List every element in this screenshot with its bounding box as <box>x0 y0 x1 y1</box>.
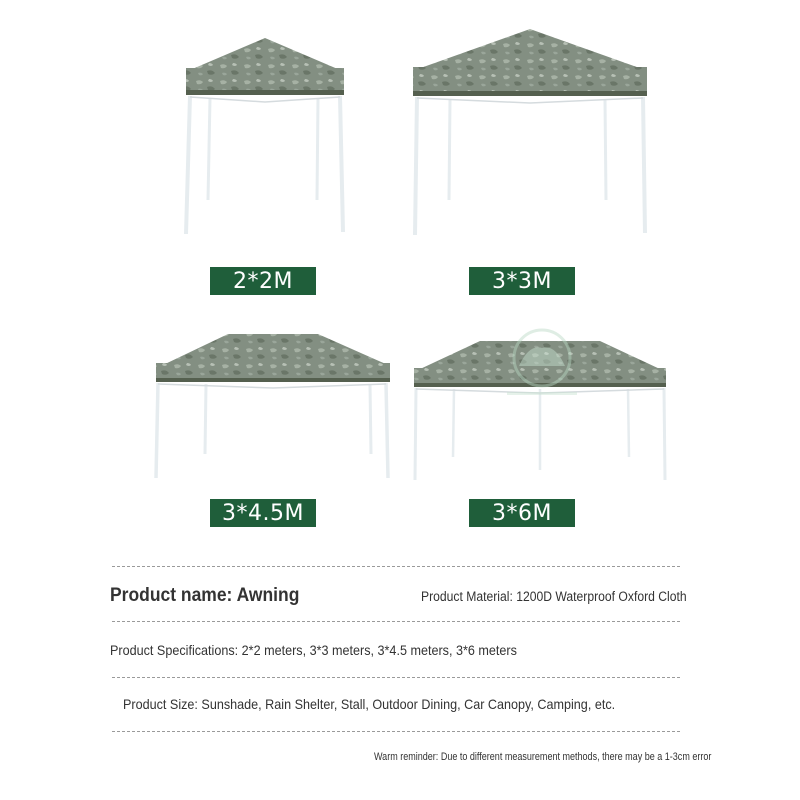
size-label-3x4-5: 3*4.5M <box>210 499 316 527</box>
size-label-3x6: 3*6M <box>469 499 575 527</box>
product-usage: Product Size: Sunshade, Rain Shelter, Stall, Outdoor Dining, Car Canopy, Camping, etc. <box>123 696 616 712</box>
warm-reminder: Warm reminder: Due to different measurement methods, there may be a 1-3cm error <box>374 751 712 763</box>
divider <box>112 731 680 732</box>
product-material: Product Material: 1200D Waterproof Oxford Cloth <box>421 589 687 604</box>
product-specifications: Product Specifications: 2*2 meters, 3*3 meters, 3*4.5 meters, 3*6 meters <box>110 642 517 658</box>
size-label-3x3: 3*3M <box>469 267 575 295</box>
divider <box>112 621 680 622</box>
product-name: Product name: Awning <box>110 585 300 606</box>
tent-image-3x3 <box>405 25 655 240</box>
tent-image-3x4-5 <box>148 330 398 485</box>
divider <box>112 677 680 678</box>
tent-image-2x2 <box>170 30 360 240</box>
watermark-logo <box>497 326 587 402</box>
divider <box>112 566 680 567</box>
size-label-2x2: 2*2M <box>210 267 316 295</box>
